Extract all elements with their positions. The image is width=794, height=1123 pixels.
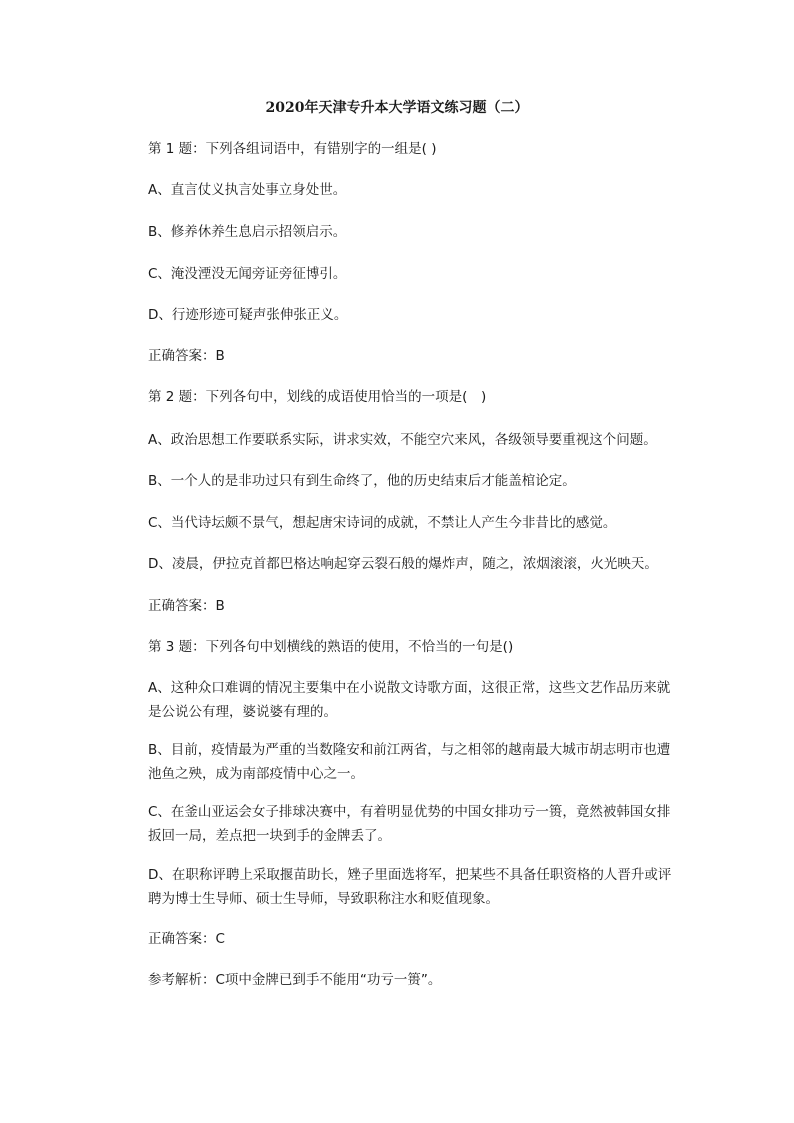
question-2: 第 2 题：下列各句中，划线的成语使用恰当的一项是( ) [148, 389, 487, 405]
question-3-option-d: D、在职称评聘上采取揠苗助长，矬子里面选将军，把某些不具备任职资格的人晋升或评聘为博士生导师、硕士生导师，导致职称注水和贬值现象。 [148, 867, 672, 907]
document-title: 2020年天津专升本大学语文练习题（二） [265, 100, 529, 116]
question-1-option-b: B、修养休养生息启示招领启示。 [148, 224, 347, 240]
question-3-analysis: 参考解析：C项中金牌已到手不能用“功亏一篑”。 [148, 972, 442, 988]
question-2-option-c: C、当代诗坛颇不景气，想起唐宋诗词的成就，不禁让人产生今非昔比的感觉。 [148, 515, 617, 531]
question-1: 第 1 题：下列各组词语中，有错别字的一组是( ) [148, 141, 437, 157]
question-2-option-a: A、政治思想工作要联系实际，讲求实效，不能空穴来风，各级领导要重视这个问题。 [148, 432, 657, 448]
question-3-option-b: B、目前，疫情最为严重的当数隆安和前江两省，与之相邻的越南最大城市胡志明市也遭池鱼之殃，成为南部疫情中心之一。 [148, 742, 671, 782]
question-2-option-b: B、一个人的是非功过只有到生命终了，他的历史结束后才能盖棺论定。 [148, 473, 576, 489]
question-2-option-d: D、凌晨，伊拉克首都巴格达响起穿云裂石般的爆炸声，随之，浓烟滚滚，火光映天。 [148, 556, 658, 572]
question-1-answer: 正确答案：B [148, 348, 225, 364]
question-3-option-c: C、在釜山亚运会女子排球决赛中，有着明显优势的中国女排功亏一篑，竟然被韩国女排扳回一局，差点把一块到手的金牌丢了。 [148, 804, 671, 844]
question-3-option-a: A、这种众口难调的情况主要集中在小说散文诗歌方面，这很正常，这些文艺作品历来就是公说公有理，婆说婆有理的。 [148, 680, 671, 720]
question-1-option-d: D、行迹形迹可疑声张伸张正义。 [148, 307, 348, 323]
question-3-answer: 正确答案：C [148, 931, 225, 947]
question-1-option-a: A、直言仗义执言处事立身处世。 [148, 182, 347, 198]
question-1-option-c: C、淹没湮没无闻旁证旁征博引。 [148, 266, 347, 282]
question-3: 第 3 题：下列各句中划横线的熟语的使用，不恰当的一句是() [148, 639, 514, 655]
question-2-answer: 正确答案：B [148, 598, 225, 614]
